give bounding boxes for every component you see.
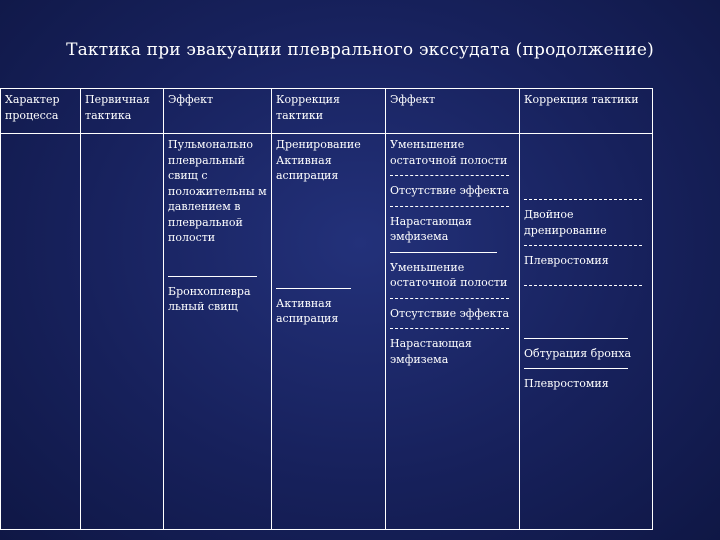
cell-correction-1 bbox=[272, 134, 386, 530]
effect2-no-effect-1: Отсутствие эффекта bbox=[390, 184, 510, 197]
correction1-active-aspiration: Активная аспирация bbox=[276, 296, 339, 325]
tactics-table bbox=[0, 88, 653, 530]
cell-effect-2 bbox=[386, 134, 520, 530]
cell-correction-2 bbox=[520, 134, 653, 530]
correction2-pleurostomy-1: Плевростомия bbox=[524, 254, 609, 267]
header-correction-2: Коррекция тактики bbox=[520, 89, 653, 134]
table-header-row bbox=[1, 89, 653, 134]
correction2-pleurostomy-2: Плевростомия bbox=[524, 377, 609, 390]
divider bbox=[524, 338, 628, 339]
header-process: Характер процесса bbox=[1, 89, 81, 134]
divider bbox=[390, 252, 497, 253]
header-effect-1: Эффект bbox=[164, 89, 272, 134]
dotted-divider bbox=[390, 298, 509, 299]
effect1-bronchopleural-fistula: Бронхоплевра льный свищ bbox=[168, 284, 251, 313]
dotted-divider bbox=[390, 206, 509, 207]
dotted-divider bbox=[524, 245, 642, 246]
dotted-divider bbox=[524, 199, 642, 200]
effect2-no-effect-2: Отсутствие эффекта bbox=[390, 306, 510, 320]
table-body-row bbox=[1, 134, 653, 530]
effect2-emphysema-2: Нарастающая эмфизема bbox=[390, 337, 472, 366]
cell-process bbox=[1, 134, 81, 530]
correction2-bronchus-occlusion: Обтурация бронха bbox=[524, 346, 632, 360]
cell-effect-1 bbox=[164, 134, 272, 530]
header-effect-2: Эффект bbox=[386, 89, 520, 134]
effect1-fistula-positive: Пульмонально плевральный свищ с положительны м давлением в плевральной полости bbox=[168, 138, 267, 244]
header-correction-1: Коррекция тактики bbox=[272, 89, 386, 134]
divider bbox=[168, 276, 257, 277]
header-primary-tactic: Первичная тактика bbox=[81, 89, 164, 134]
slide-title: Тактика при эвакуации плеврального экссудата (продолжение) bbox=[66, 40, 654, 60]
effect2-reduction-2: Уменьшение остаточной полости bbox=[390, 260, 508, 289]
effect2-emphysema-1: Нарастающая эмфизема bbox=[390, 214, 472, 243]
divider bbox=[524, 368, 628, 369]
divider bbox=[276, 288, 351, 289]
dotted-divider bbox=[390, 328, 509, 329]
dotted-divider bbox=[390, 175, 509, 176]
correction2-double-drainage: Двойное дренирование bbox=[524, 208, 607, 237]
cell-primary-tactic bbox=[81, 134, 164, 530]
correction1-drainage: Дренирование Активная аспирация bbox=[276, 138, 361, 182]
dotted-divider bbox=[524, 285, 642, 286]
effect2-reduction-1: Уменьшение остаточной полости bbox=[390, 138, 508, 167]
